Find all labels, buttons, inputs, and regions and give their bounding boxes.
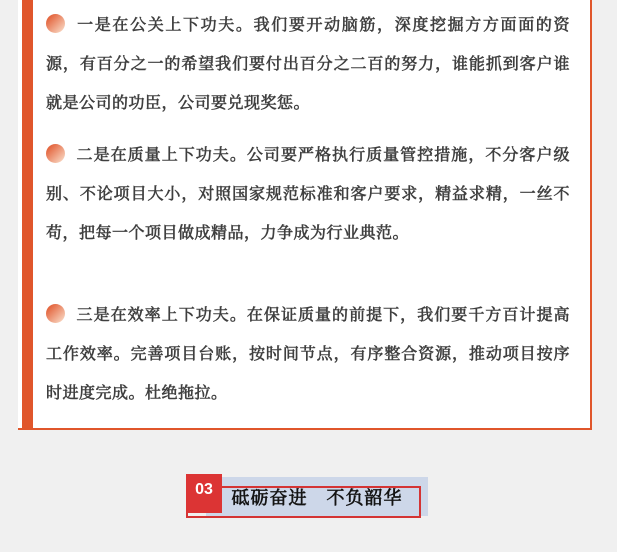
paragraph-one	[46, 6, 570, 123]
paragraph-two	[46, 136, 570, 253]
paragraph-one-text: 一是在公关上下功夫。我们要开动脑筋，深度挖掘方方面面的资源，有百分之一的希望我们要付出百分之二百的努力，谁能抓到客户谁就是公司的功臣，公司要兑现奖惩。	[46, 17, 570, 112]
paragraph-three	[46, 296, 570, 413]
article-content	[46, 6, 570, 413]
paragraph-three-text: 三是在效率上下功夫。在保证质量的前提下，我们要千方百计提高工作效率。完善项目台账，按时间节点，有序整合资源，推动项目按序时进度完成。杜绝拖拉。	[46, 307, 570, 402]
section-number-badge: 03	[186, 474, 222, 513]
left-accent-bar	[22, 0, 33, 428]
section-banner	[186, 474, 428, 520]
bullet-circle-icon	[46, 14, 65, 33]
article-panel	[18, 0, 592, 430]
section-title: 砥砺奋进 不负韶华	[231, 487, 403, 508]
bullet-circle-icon	[46, 304, 65, 323]
bullet-circle-icon	[46, 144, 65, 163]
paragraph-two-text: 二是在质量上下功夫。公司要严格执行质量管控措施，不分客户级别、不论项目大小，对照国家规范标准和客户要求，精益求精，一丝不苟，把每一个项目做成精品，力争成为行业典范。	[46, 147, 570, 242]
